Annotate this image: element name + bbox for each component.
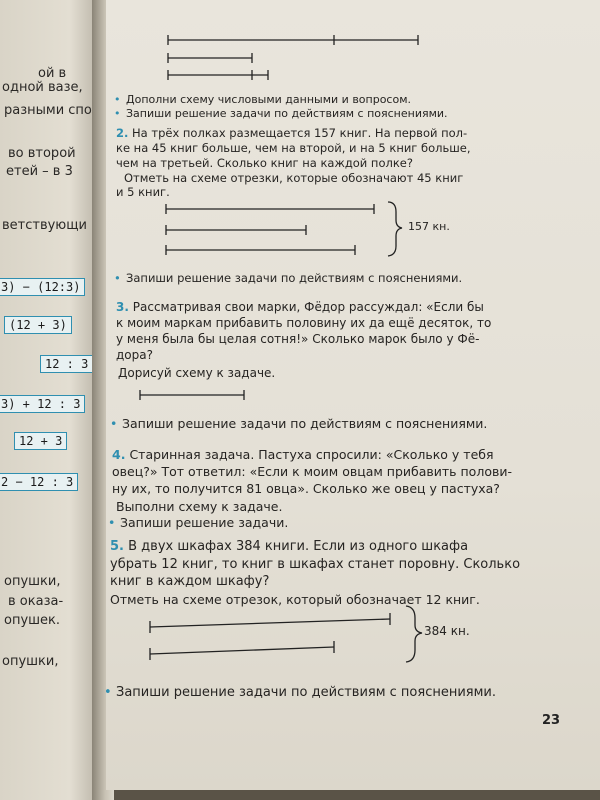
left-fragment: одной вазе, — [2, 80, 83, 95]
page-number: 23 — [542, 713, 561, 728]
task2-line: 2. На трёх полках размещается 157 книг. На первой пол- — [116, 126, 468, 140]
task4-number: 4. — [112, 447, 126, 462]
left-fragment: етей – в 3 — [6, 164, 73, 179]
task5-line: 5. В двух шкафах 384 книги. Если из одного шкафа — [110, 539, 469, 554]
task4-line: 4. Старинная задача. Пастуха спросили: «Сколько у тебя — [112, 447, 494, 462]
task4-line: ну их, то получится 81 овца». Сколько же овец у пастуха? — [112, 481, 500, 496]
task4-bullet: • Запиши решение задачи. — [108, 515, 288, 530]
task3-line: к моим маркам прибавить половину их да ещё десяток, то — [116, 316, 492, 330]
task5-bullet: • Запиши решение задачи по действиям с пояснениями. — [106, 685, 496, 700]
task2-line: чем на третьей. Сколько книг на каждой полке? — [116, 156, 413, 170]
task3-line: 3. Рассматривая свои марки, Фёдор рассуждал: «Если бы — [116, 300, 484, 314]
left-fragment: опушки, — [2, 654, 59, 669]
left-fragment: опушек. — [4, 613, 61, 628]
expression-box: 3) + 12 : 3 — [0, 395, 85, 413]
task3-line: у меня была бы целая сотня!» Сколько марок было у Фё- — [116, 332, 480, 346]
expression-box: 12 : 3 — [40, 355, 93, 373]
task2-scheme — [166, 202, 402, 256]
task2-instruction: Отметь на схеме отрезки, которые обозначают 45 книг — [124, 171, 464, 185]
task2-line: ке на 45 книг больше, чем на второй, и на 5 книг больше, — [116, 141, 471, 155]
task3-bullet: • Запиши решение задачи по действиям с пояснениями. — [110, 416, 487, 431]
textbook-page — [106, 0, 600, 790]
left-page — [0, 0, 100, 800]
task4-line: овец?» Тот ответил: «Если к моим овцам прибавить полови- — [112, 464, 512, 479]
task5-brace-label: 384 кн. — [424, 624, 470, 638]
task2-brace-label: 157 кн. — [408, 220, 450, 233]
bullet-write-solution: • Запиши решение задачи по действиям с пояснениями. — [114, 107, 448, 120]
task5-number: 5. — [110, 539, 124, 554]
top-scheme — [168, 35, 418, 80]
left-fragment: в оказа- — [8, 594, 64, 609]
task5-instruction: Отметь на схеме отрезок, который обозначает 12 книг. — [110, 592, 480, 607]
task3-line: дора? — [116, 348, 153, 362]
bullet-complete-scheme: • Дополни схему числовыми данными и вопросом. — [114, 93, 411, 106]
left-fragment: разными спо — [4, 103, 92, 118]
task3-scheme — [140, 390, 244, 400]
expression-box: (12 + 3) — [4, 316, 72, 334]
task3-instruction: Дорисуй схему к задаче. — [118, 366, 276, 380]
task5-line: книг в каждом шкафу? — [110, 574, 270, 589]
expression-box: 12 + 3 — [14, 432, 67, 450]
left-fragment: ветствующи — [2, 218, 87, 233]
task2-bullet: • Запиши решение задачи по действиям с пояснениями. — [114, 271, 462, 285]
left-fragment: ой в — [38, 66, 67, 81]
task4-instruction: Выполни схему к задаче. — [116, 499, 283, 514]
left-fragment: во второй — [8, 146, 76, 161]
task2-number: 2. — [116, 126, 129, 140]
task3-number: 3. — [116, 300, 129, 314]
expression-box: 2 − 12 : 3 — [0, 473, 78, 491]
left-fragment: опушки, — [4, 574, 61, 589]
task5-scheme — [150, 606, 422, 662]
task2-instruction: и 5 книг. — [116, 185, 170, 199]
task5-line: убрать 12 книг, то книг в шкафах станет поровну. Сколько — [110, 557, 521, 572]
expression-box: 3) − (12:3) — [0, 278, 85, 296]
